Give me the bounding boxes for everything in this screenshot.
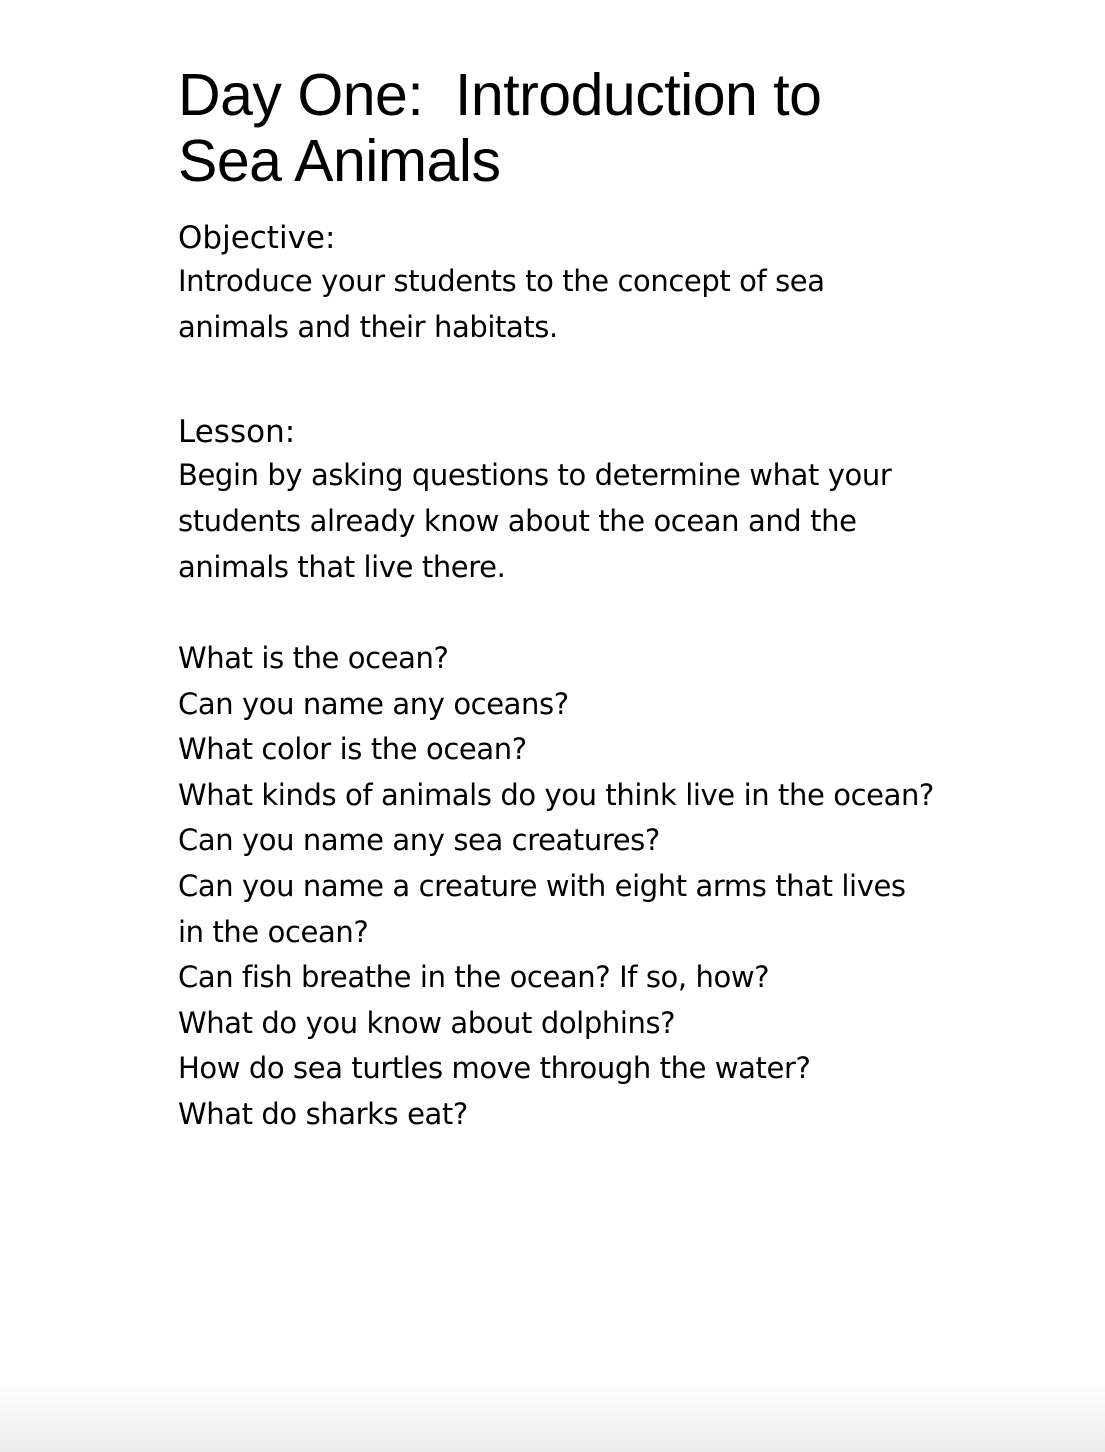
question-item: What do sharks eat?	[178, 1096, 468, 1131]
question-item: What kinds of animals do you think live in the ocean?	[178, 777, 934, 812]
objective-heading: Objective:	[178, 220, 336, 256]
page-title	[178, 62, 938, 194]
question-item: What do you know about dolphins?	[178, 1005, 676, 1040]
question-item: Can you name a creature with eight arms that lives in the ocean?	[178, 868, 906, 949]
title-line-1: Day One: Introduction to	[178, 62, 822, 128]
document-page	[178, 62, 938, 1138]
question-item: Can you name any sea creatures?	[178, 823, 660, 858]
question-item: Can fish breathe in the ocean? If so, how?	[178, 960, 770, 995]
title-line-2: Sea Animals	[178, 128, 501, 194]
lesson-heading: Lesson:	[178, 414, 296, 450]
question-item: What is the ocean?	[178, 641, 449, 675]
objective-text: Introduce your students to the concept of sea animals and their habitats.	[178, 264, 825, 344]
lesson-intro-text: Begin by asking questions to determine what your students already know about the ocean and the animals that live there.	[178, 458, 892, 584]
question-item: How do sea turtles move through the water?	[178, 1051, 811, 1086]
question-list	[178, 636, 938, 1138]
question-item: Can you name any oceans?	[178, 686, 569, 721]
question-item: What color is the ocean?	[178, 732, 527, 767]
page-bottom-shadow	[0, 1382, 1105, 1452]
